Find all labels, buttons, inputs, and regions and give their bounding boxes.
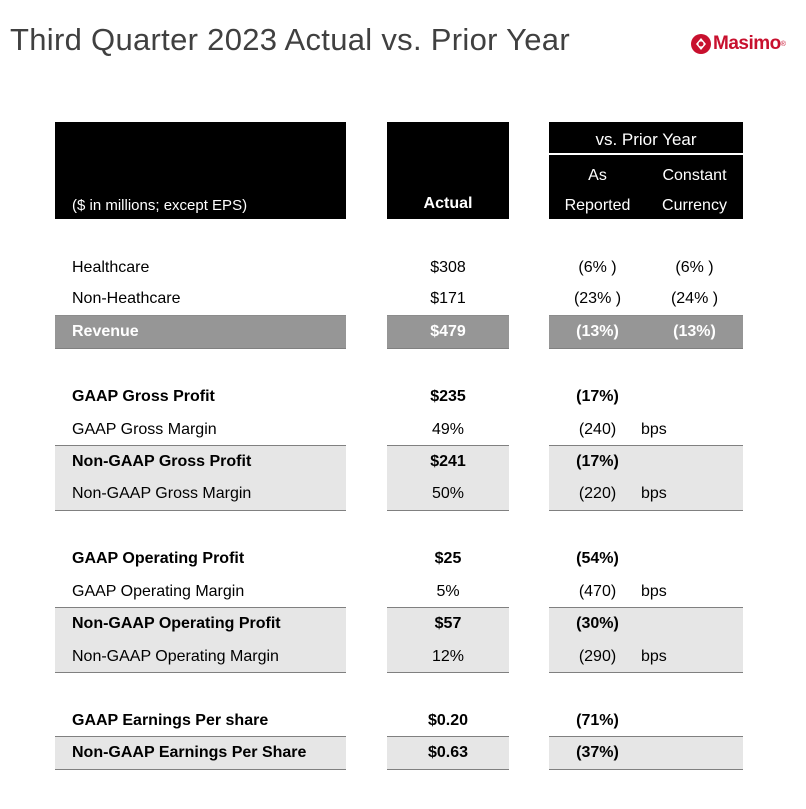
row-label: GAAP Operating Margin — [72, 583, 245, 600]
row-reported: (290) — [578, 648, 617, 665]
row-reported: (470) — [578, 583, 617, 600]
revenue-actual: $479 — [430, 323, 466, 340]
row-actual: $241 — [430, 453, 466, 470]
row-unit: bps — [641, 421, 667, 438]
rule-gross-bottom — [549, 510, 743, 511]
row-actual: 49% — [431, 421, 465, 438]
row-actual: $308 — [430, 259, 466, 276]
rule-revenue-bottom — [55, 348, 346, 349]
row-label: Non-GAAP Operating Profit — [72, 615, 281, 632]
row-constant: (6% ) — [675, 259, 714, 276]
row-reported: (17%) — [576, 388, 619, 405]
registered-mark: ® — [780, 40, 786, 48]
as-reported-line2: Reported — [564, 197, 631, 214]
vs-prior-year-header: vs. Prior Year — [595, 130, 697, 149]
rule-operating-mid — [387, 607, 509, 608]
row-reported: (220) — [578, 485, 617, 502]
row-actual: 12% — [431, 648, 465, 665]
rule-eps-bottom — [55, 769, 346, 770]
masimo-logo-icon — [690, 33, 712, 55]
row-actual: 5% — [436, 583, 460, 600]
rule-revenue-bottom — [387, 348, 509, 349]
row-actual: $171 — [430, 290, 466, 307]
constant-currency-header — [646, 164, 743, 217]
actual-header: Actual — [423, 195, 473, 212]
rule-gross-bottom — [387, 510, 509, 511]
rule-gross-mid — [55, 445, 346, 446]
row-reported: (23% ) — [573, 290, 622, 307]
as-reported-header — [549, 164, 646, 217]
row-unit: bps — [641, 485, 667, 502]
row-reported: (17%) — [576, 453, 619, 470]
rule-eps-bottom — [549, 769, 743, 770]
page-title: Third Quarter 2023 Actual vs. Prior Year — [10, 22, 570, 57]
rule-eps-mid — [387, 736, 509, 737]
row-reported: (37%) — [576, 744, 619, 761]
row-label: Non-GAAP Earnings Per Share — [72, 744, 307, 761]
row-label: GAAP Gross Margin — [72, 421, 217, 438]
constant-currency-line1: Constant — [662, 167, 727, 184]
row-actual: $0.20 — [427, 712, 469, 729]
rule-revenue-top — [55, 315, 346, 316]
rule-revenue-bottom — [549, 348, 743, 349]
row-label: Healthcare — [72, 259, 150, 276]
rule-revenue-top — [549, 315, 743, 316]
row-reported: (71%) — [576, 712, 619, 729]
rule-revenue-top — [387, 315, 509, 316]
row-reported: (6% ) — [578, 259, 617, 276]
rule-operating-bottom — [549, 672, 743, 673]
rule-operating-bottom — [55, 672, 346, 673]
row-reported: (240) — [578, 421, 617, 438]
rule-gross-bottom — [55, 510, 346, 511]
row-label: Non-GAAP Gross Margin — [72, 485, 252, 502]
rule-gross-mid — [549, 445, 743, 446]
row-constant: (24% ) — [670, 290, 719, 307]
rule-eps-mid — [549, 736, 743, 737]
masimo-logo — [690, 30, 786, 58]
row-actual: $235 — [430, 388, 466, 405]
row-actual: $0.63 — [427, 744, 469, 761]
row-label: Non-GAAP Operating Margin — [72, 648, 279, 665]
masimo-logo-text: Masimo — [713, 33, 781, 54]
revenue-label: Revenue — [72, 323, 139, 340]
row-actual: $57 — [434, 615, 462, 632]
rule-operating-mid — [55, 607, 346, 608]
row-label: Non-GAAP Gross Profit — [72, 453, 252, 470]
rule-operating-mid — [549, 607, 743, 608]
rule-gross-mid — [387, 445, 509, 446]
row-actual: 50% — [431, 485, 465, 502]
rule-operating-bottom — [387, 672, 509, 673]
row-unit: bps — [641, 648, 667, 665]
revenue-reported: (13%) — [576, 323, 619, 340]
row-unit: bps — [641, 583, 667, 600]
row-reported: (54%) — [576, 550, 619, 567]
row-reported: (30%) — [576, 615, 619, 632]
as-reported-line1: As — [588, 167, 607, 184]
row-label: Non-Heathcare — [72, 290, 181, 307]
row-label: GAAP Gross Profit — [72, 388, 215, 405]
unit-label: ($ in millions; except EPS) — [72, 197, 248, 214]
row-label: GAAP Operating Profit — [72, 550, 245, 567]
row-label: GAAP Earnings Per share — [72, 712, 269, 729]
header-divider — [549, 153, 743, 155]
revenue-constant: (13%) — [673, 323, 716, 340]
rule-eps-bottom — [387, 769, 509, 770]
row-actual: $25 — [434, 550, 462, 567]
constant-currency-line2: Currency — [662, 197, 727, 214]
rule-eps-mid — [55, 736, 346, 737]
